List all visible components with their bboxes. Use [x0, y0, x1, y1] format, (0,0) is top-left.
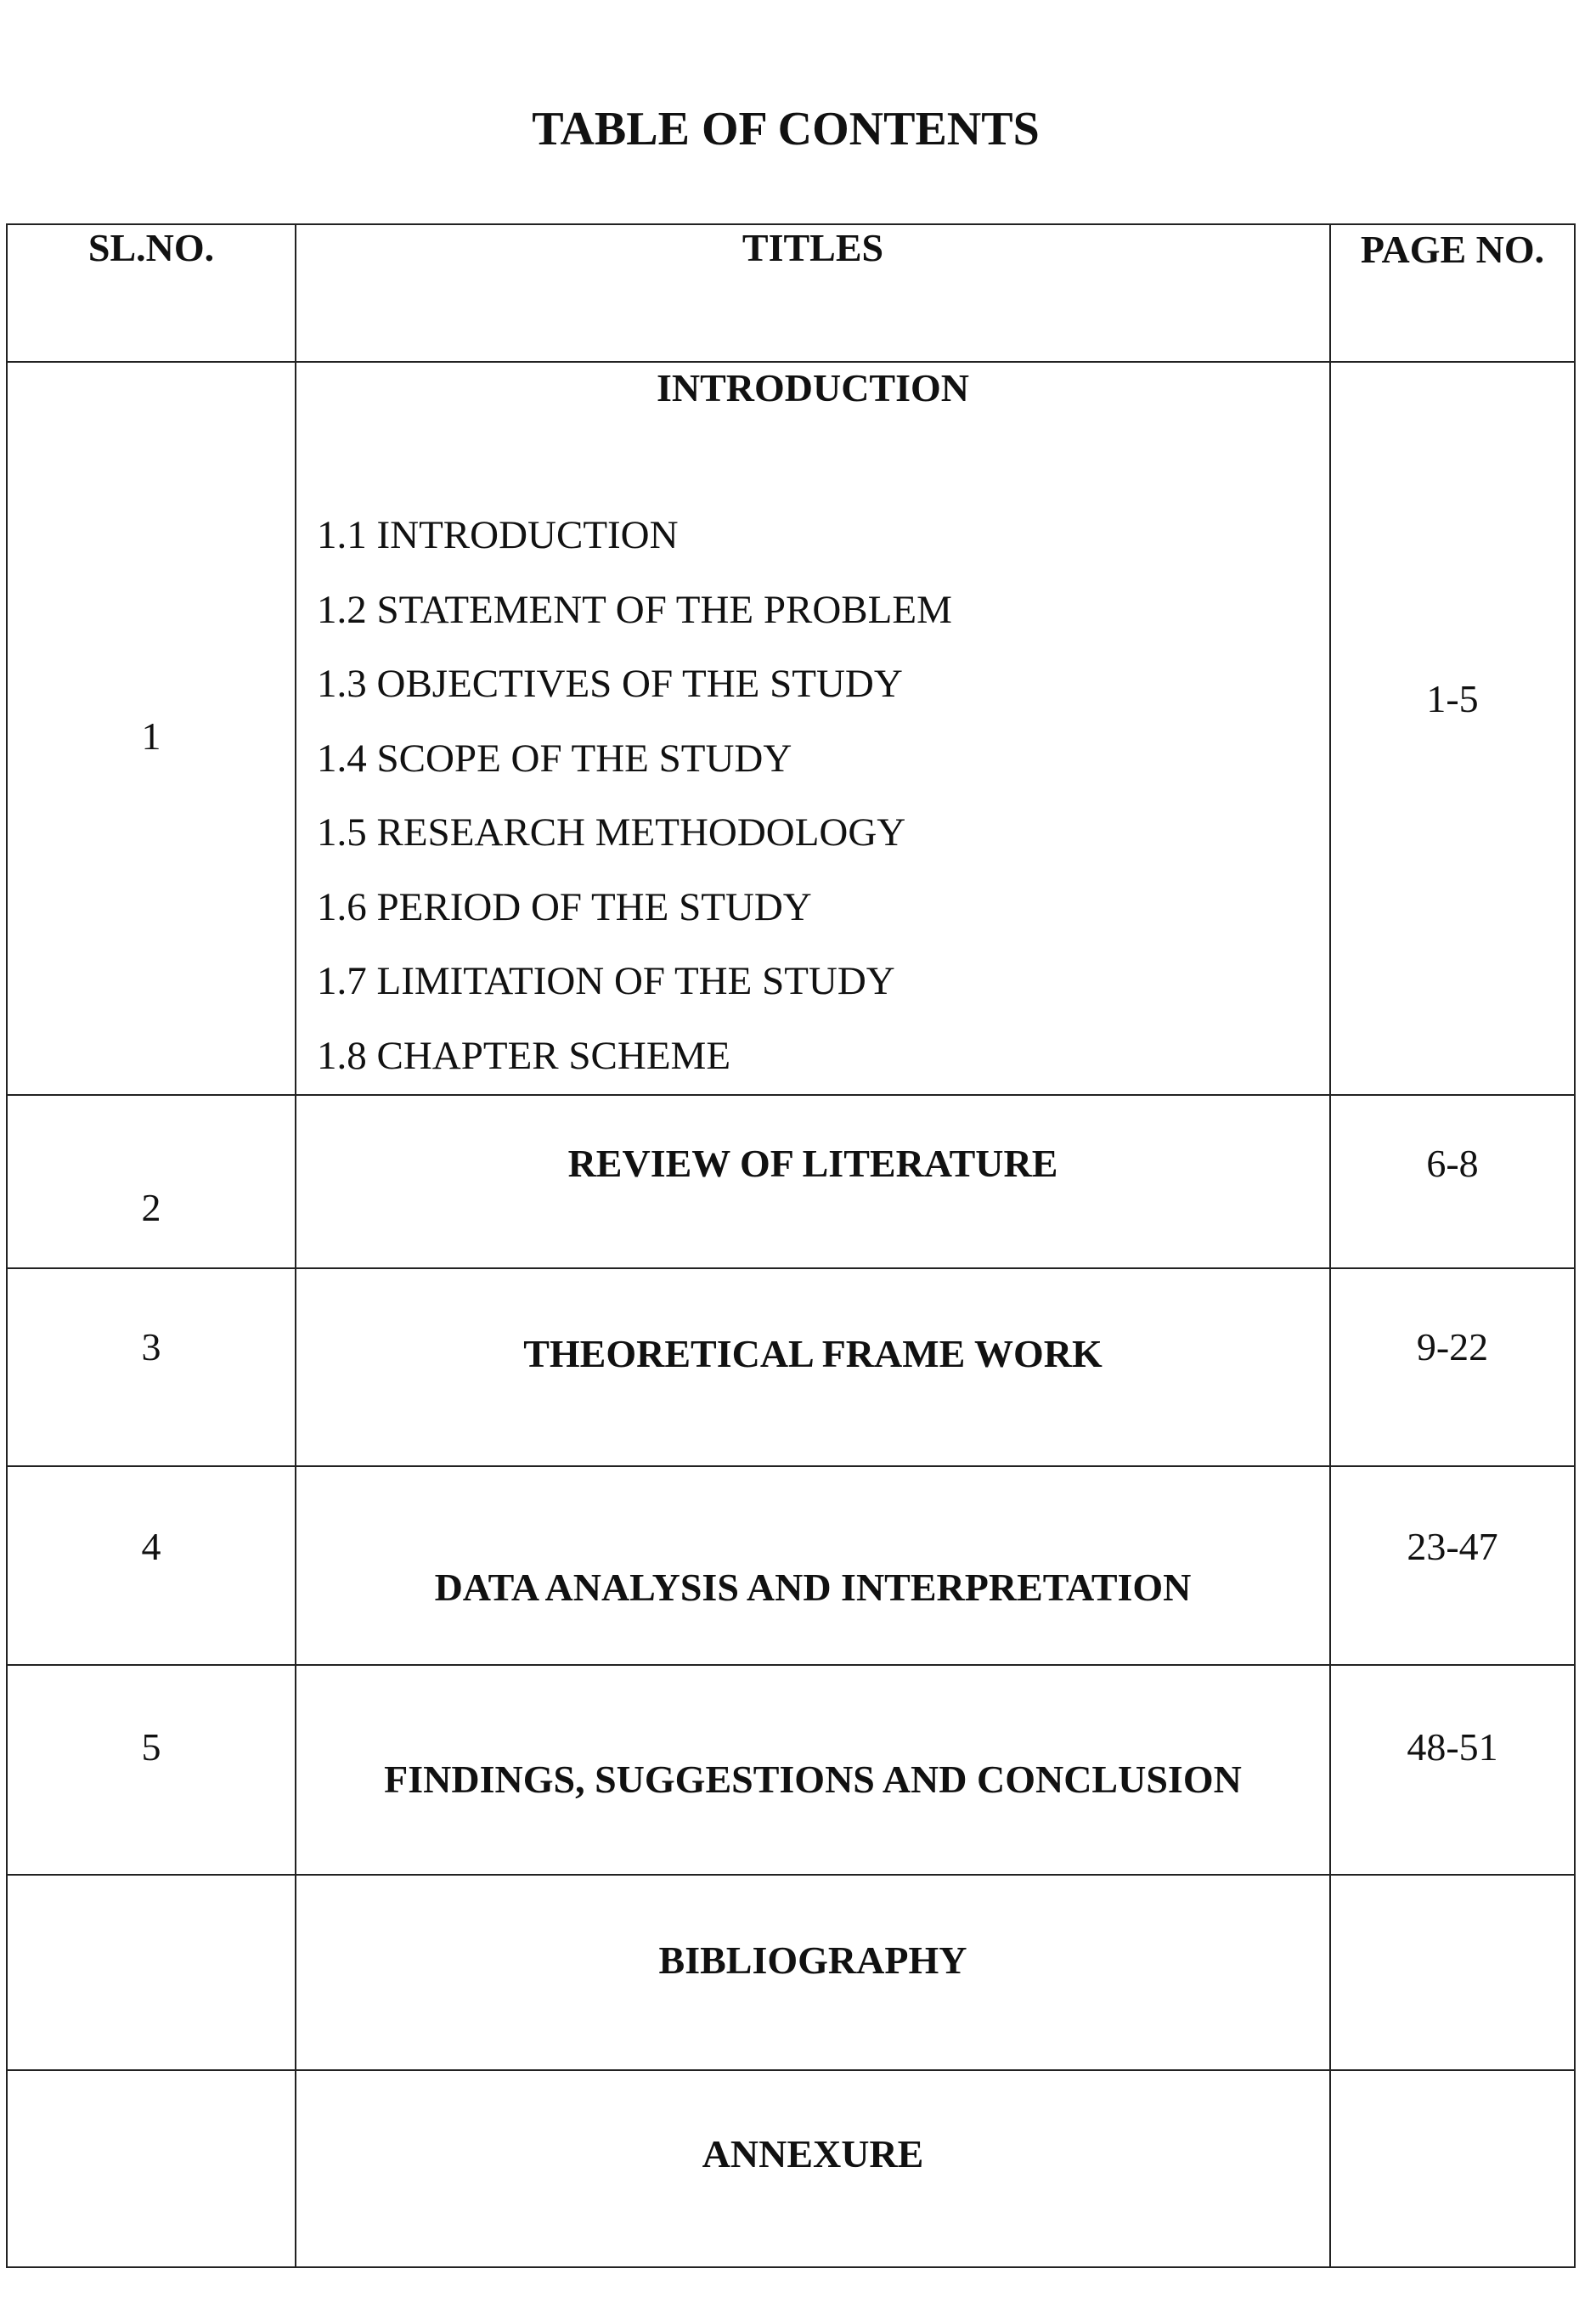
list-item: 1.8 CHAPTER SCHEME	[317, 1033, 731, 1078]
slno-cell	[7, 1268, 296, 1466]
title-cell	[296, 362, 1330, 1095]
page-title: TABLE OF CONTENTS	[532, 103, 1040, 155]
slno-cell	[7, 362, 296, 1095]
chapter-title: ANNEXURE	[702, 2132, 924, 2175]
list-item: 1.6 PERIOD OF THE STUDY	[317, 884, 812, 929]
title-cell	[296, 1875, 1330, 2070]
chapter-title: BIBLIOGRAPHY	[658, 1938, 967, 1982]
title-cell	[296, 1095, 1330, 1268]
slno-header: SL.NO.	[7, 224, 296, 362]
list-item: 1.2 STATEMENT OF THE PROBLEM	[317, 587, 952, 632]
slno-value: 3	[141, 1325, 161, 1368]
slno-cell	[7, 1665, 296, 1875]
title-cell	[296, 1466, 1330, 1665]
page-value: 1-5	[1426, 677, 1479, 720]
slno-cell	[7, 1875, 296, 2070]
slno-cell	[7, 1095, 296, 1268]
contents-table	[6, 223, 1576, 2268]
list-item: 1.4 SCOPE OF THE STUDY	[317, 736, 792, 781]
subsection-list	[317, 499, 952, 1093]
slno-cell	[7, 2070, 296, 2267]
table-row	[7, 1466, 1575, 1665]
table-row	[7, 1095, 1575, 1268]
list-item: 1.7 LIMITATION OF THE STUDY	[317, 959, 895, 1003]
table-row	[7, 1268, 1575, 1466]
list-item: 1.1 INTRODUCTION	[317, 513, 679, 557]
chapter-title: FINDINGS, SUGGESTIONS AND CONCLUSION	[384, 1758, 1242, 1801]
slno-cell	[7, 1466, 296, 1665]
page-cell	[1330, 1095, 1575, 1268]
list-item: 1.3 OBJECTIVES OF THE STUDY	[317, 662, 903, 706]
slno-value: 4	[141, 1525, 161, 1568]
page-value: 23-47	[1407, 1525, 1498, 1568]
page-cell	[1330, 1268, 1575, 1466]
titles-header: TITLES	[296, 224, 1330, 362]
page-cell	[1330, 1875, 1575, 2070]
chapter-title: REVIEW OF LITERATURE	[567, 1142, 1058, 1185]
slno-value: 2	[141, 1186, 161, 1229]
title-cell	[296, 1268, 1330, 1466]
title-cell	[296, 1665, 1330, 1875]
chapter-title: INTRODUCTION	[656, 366, 970, 409]
page-value: 9-22	[1416, 1325, 1489, 1368]
chapter-title: THEORETICAL FRAME WORK	[523, 1332, 1103, 1375]
slno-value: 1	[141, 714, 161, 758]
page-cell	[1330, 1466, 1575, 1665]
slno-value: 5	[141, 1725, 161, 1769]
page-value: 6-8	[1426, 1142, 1479, 1185]
chapter-title: DATA ANALYSIS AND INTERPRETATION	[434, 1566, 1192, 1609]
page-cell	[1330, 2070, 1575, 2267]
table-row	[7, 1875, 1575, 2070]
page-no-header: PAGE NO.	[1330, 224, 1575, 362]
page-cell	[1330, 1665, 1575, 1875]
page-cell	[1330, 362, 1575, 1095]
title-cell	[296, 2070, 1330, 2267]
header-row	[7, 224, 1575, 362]
list-item: 1.5 RESEARCH METHODOLOGY	[317, 810, 906, 855]
page-value: 48-51	[1407, 1725, 1498, 1769]
table-row	[7, 2070, 1575, 2267]
table-row	[7, 1665, 1575, 1875]
table-row	[7, 362, 1575, 1095]
